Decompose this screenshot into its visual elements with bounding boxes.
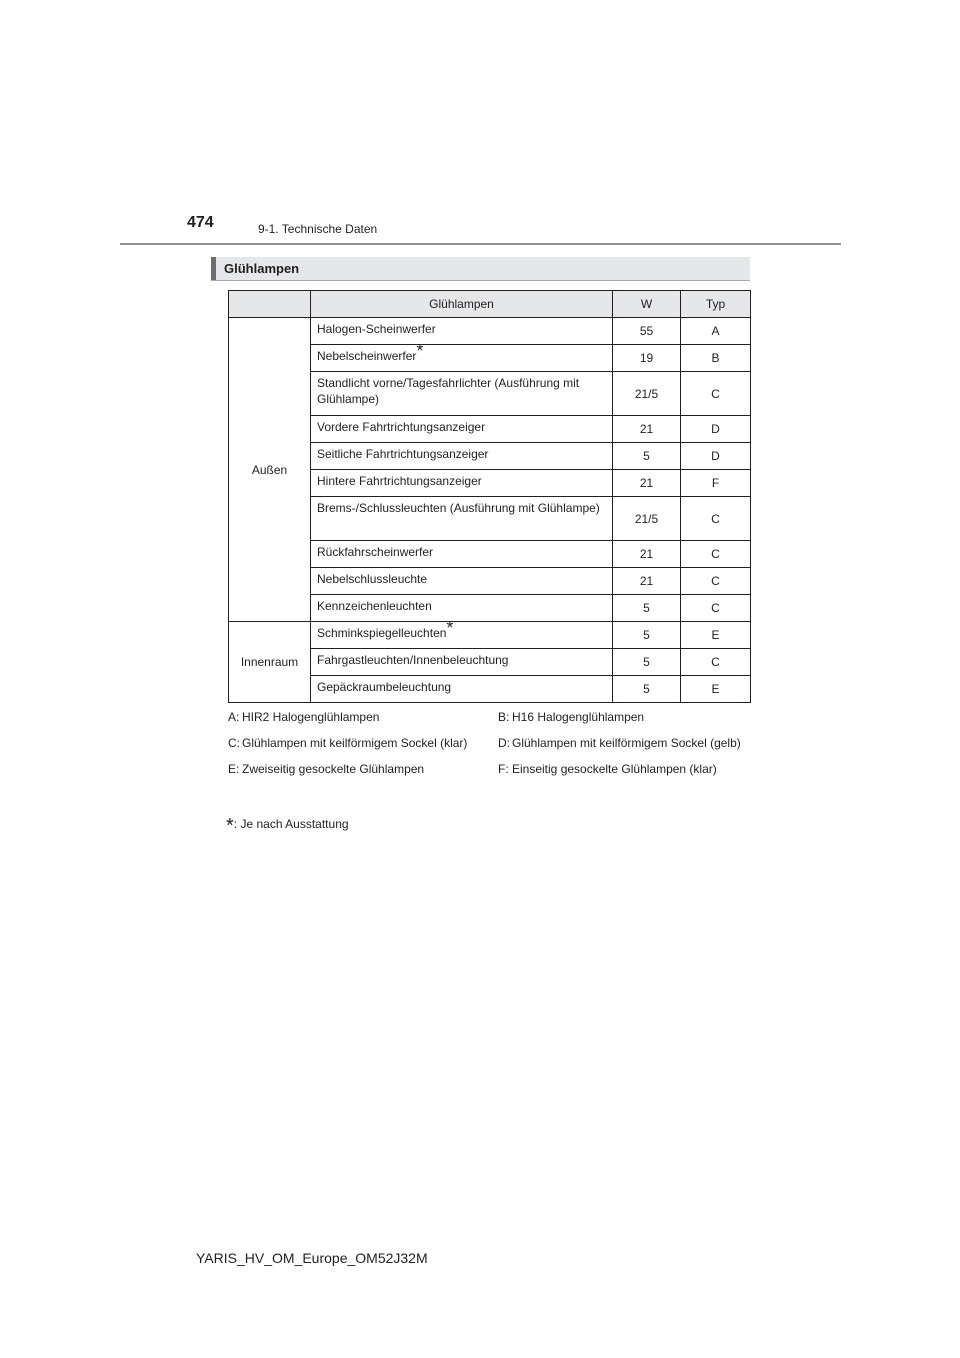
legend-key: B: bbox=[498, 710, 510, 724]
bulb-name-cell bbox=[311, 470, 613, 497]
document-code: YARIS_HV_OM_Europe_OM52J32M bbox=[196, 1250, 428, 1266]
watt-cell: 55 bbox=[613, 318, 681, 345]
type-cell: C bbox=[681, 497, 751, 541]
bulb-name-cell bbox=[311, 318, 613, 345]
watt-cell: 5 bbox=[613, 676, 681, 703]
type-cell: A bbox=[681, 318, 751, 345]
type-cell: E bbox=[681, 622, 751, 649]
legend-text: Zweiseitig gesockelte Glühlampen bbox=[242, 762, 425, 776]
type-cell: C bbox=[681, 568, 751, 595]
bulb-name: Rückfahrscheinwerfer bbox=[317, 545, 434, 559]
bulb-name: Hintere Fahrtrichtungsanzeiger bbox=[317, 474, 482, 488]
col-header-bulbs: Glühlampen bbox=[311, 291, 613, 318]
legend-row bbox=[228, 761, 748, 777]
legend-key: C: bbox=[228, 736, 240, 750]
watt-cell: 21 bbox=[613, 568, 681, 595]
page-number: 474 bbox=[187, 214, 214, 231]
watt-cell: 19 bbox=[613, 345, 681, 372]
legend-row bbox=[228, 735, 748, 751]
bulb-name-cell bbox=[311, 541, 613, 568]
legend-text: Einseitig gesockelte Glühlampen (klar) bbox=[512, 762, 717, 776]
optional-equipment-star: * bbox=[416, 341, 424, 361]
watt-cell: 21 bbox=[613, 541, 681, 568]
type-cell: C bbox=[681, 541, 751, 568]
watt-cell: 5 bbox=[613, 443, 681, 470]
bulb-name: Kennzeichenleuchten bbox=[317, 599, 432, 613]
legend-key: D: bbox=[498, 736, 510, 750]
bulb-name-cell bbox=[311, 443, 613, 470]
watt-cell: 21/5 bbox=[613, 497, 681, 541]
legend-row bbox=[228, 709, 748, 725]
optional-equipment-star: * bbox=[446, 618, 454, 638]
watt-cell: 5 bbox=[613, 622, 681, 649]
legend-text: Glühlampen mit keilförmigem Sockel (gelb) bbox=[512, 736, 741, 750]
legend-text: H16 Halogenglühlampen bbox=[512, 710, 645, 724]
legend-item-f bbox=[498, 761, 748, 777]
bulb-name-cell bbox=[311, 649, 613, 676]
legend-item-b bbox=[498, 709, 748, 725]
area-cell: Innenraum bbox=[229, 622, 311, 703]
type-cell: D bbox=[681, 443, 751, 470]
table-body bbox=[229, 318, 751, 703]
legend-item-e bbox=[228, 761, 478, 777]
col-header-area bbox=[229, 291, 311, 318]
watt-cell: 5 bbox=[613, 595, 681, 622]
bulb-name-cell bbox=[311, 618, 613, 649]
legend-key: E: bbox=[228, 762, 240, 776]
type-legend bbox=[228, 709, 748, 787]
bulb-name: Standlicht vorne/Tagesfahrlichter (Ausführung mit Glühlampe) bbox=[317, 376, 580, 406]
legend-text: Glühlampen mit keilförmigem Sockel (klar) bbox=[242, 736, 468, 750]
watt-cell: 21 bbox=[613, 470, 681, 497]
type-cell: B bbox=[681, 345, 751, 372]
bulb-name-cell bbox=[311, 341, 613, 372]
watt-cell: 21 bbox=[613, 416, 681, 443]
col-header-watt: W bbox=[613, 291, 681, 318]
bulb-name: Brems-/Schlussleuchten (Ausführung mit Glühlampe) bbox=[317, 501, 600, 515]
bulb-name-cell bbox=[311, 595, 613, 622]
bulb-name: Fahrgastleuchten/Innenbeleuchtung bbox=[317, 653, 509, 667]
legend-item-d bbox=[498, 735, 748, 751]
watt-cell: 21/5 bbox=[613, 372, 681, 416]
table-header-row bbox=[229, 291, 751, 318]
bulb-name-cell bbox=[311, 416, 613, 443]
legend-item-a bbox=[228, 709, 478, 725]
footnote-star: * bbox=[226, 815, 234, 837]
section-marker bbox=[211, 257, 216, 280]
section-heading bbox=[211, 257, 750, 281]
chapter-title: 9-1. Technische Daten bbox=[258, 222, 378, 236]
type-cell: C bbox=[681, 649, 751, 676]
type-cell: C bbox=[681, 595, 751, 622]
type-cell: C bbox=[681, 372, 751, 416]
bulb-name-cell bbox=[311, 497, 613, 541]
bulb-name: Vordere Fahrtrichtungsanzeiger bbox=[317, 420, 486, 434]
table-row bbox=[229, 318, 751, 345]
bulb-name-cell bbox=[311, 372, 613, 416]
bulb-name: Halogen-Scheinwerfer bbox=[317, 322, 436, 336]
legend-item-c bbox=[228, 735, 478, 751]
legend-text: HIR2 Halogenglühlampen bbox=[242, 710, 380, 724]
legend-key: A: bbox=[228, 710, 240, 724]
type-cell: D bbox=[681, 416, 751, 443]
bulb-name: Nebelschlussleuchte bbox=[317, 572, 428, 586]
bulb-name: Schminkspiegelleuchten bbox=[317, 626, 447, 640]
legend-key: F: bbox=[498, 762, 509, 776]
bulb-name: Nebelscheinwerfer bbox=[317, 349, 417, 363]
footnote bbox=[226, 815, 349, 838]
watt-cell: 5 bbox=[613, 649, 681, 676]
area-cell: Außen bbox=[229, 318, 311, 622]
table-row bbox=[229, 622, 751, 649]
bulb-name: Seitliche Fahrtrichtungsanzeiger bbox=[317, 447, 489, 461]
section-title: Glühlampen bbox=[224, 261, 300, 276]
bulb-table bbox=[228, 290, 751, 703]
type-cell: F bbox=[681, 470, 751, 497]
col-header-type: Typ bbox=[681, 291, 751, 318]
type-cell: E bbox=[681, 676, 751, 703]
footnote-text: : Je nach Ausstattung bbox=[233, 817, 349, 831]
header-divider bbox=[120, 243, 841, 245]
bulb-name-cell bbox=[311, 676, 613, 703]
bulb-name-cell bbox=[311, 568, 613, 595]
bulb-name: Gepäckraumbeleuchtung bbox=[317, 680, 452, 694]
